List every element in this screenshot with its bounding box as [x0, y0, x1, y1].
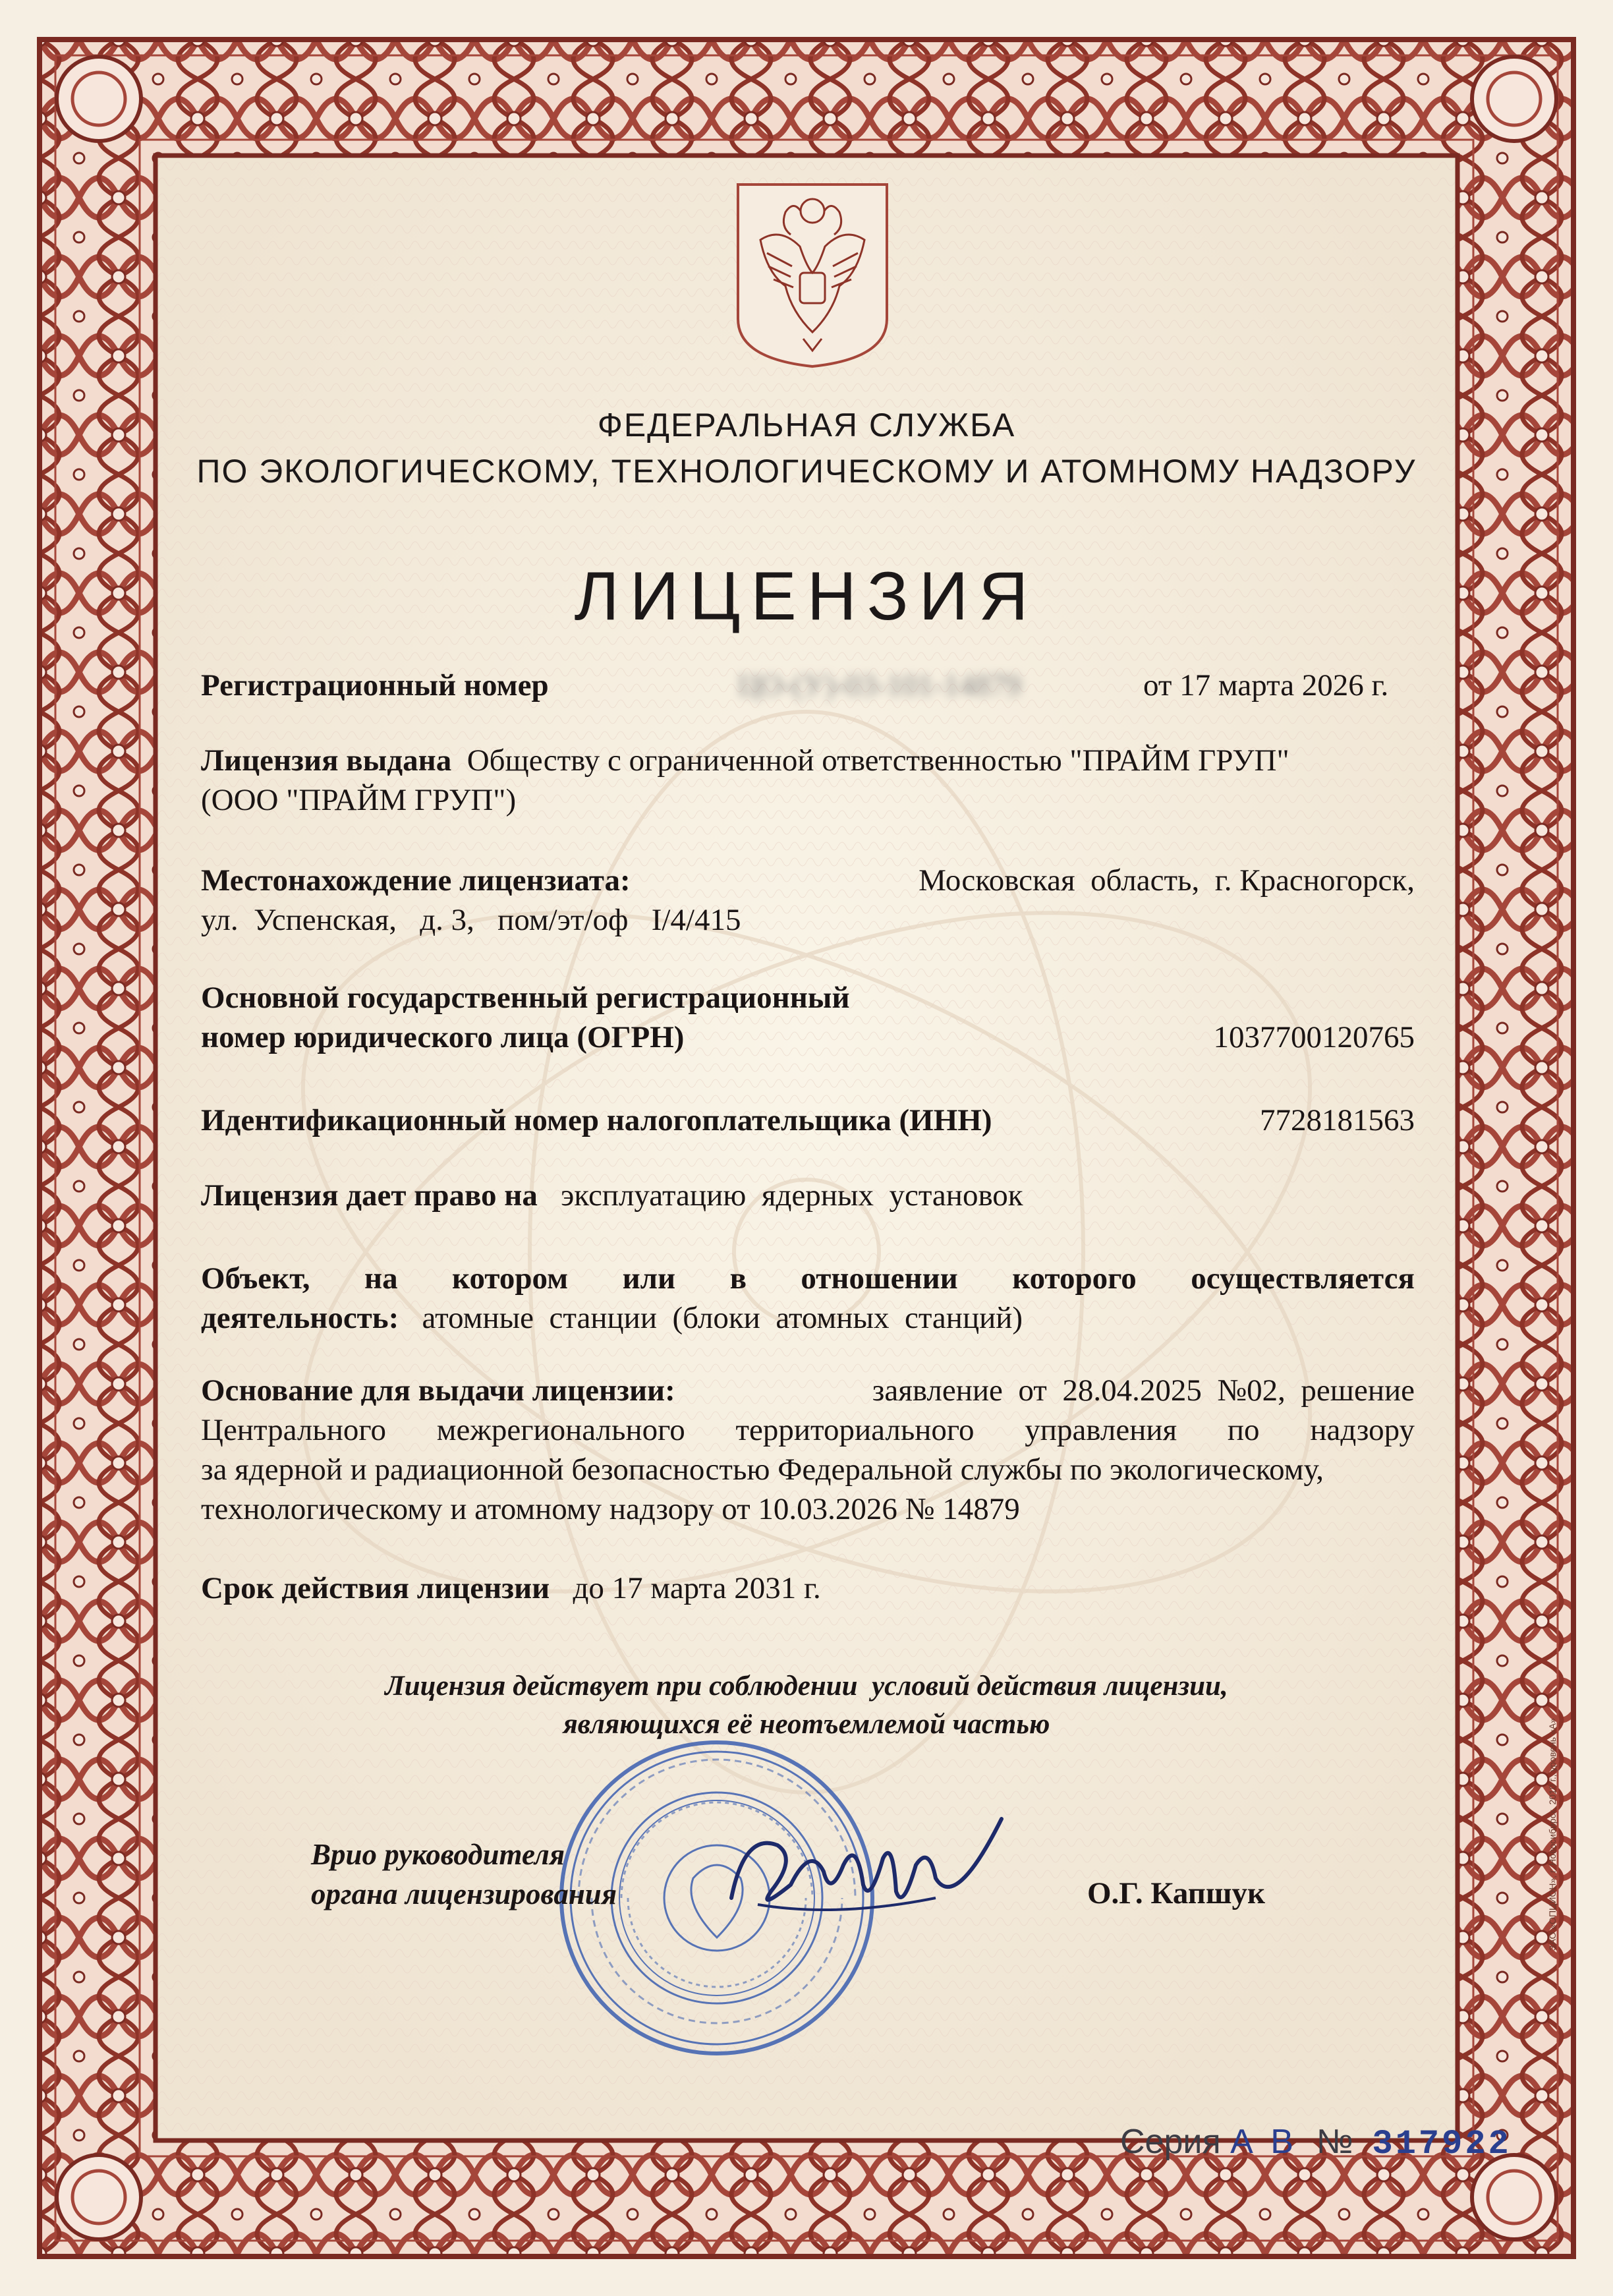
ogrn-label-line2: номер юридического лица (ОГРН) — [201, 1020, 685, 1054]
document-title: ЛИЦЕНЗИЯ — [574, 558, 1039, 635]
object-word: в — [729, 1261, 747, 1296]
object-label-line2: деятельность: — [201, 1301, 399, 1335]
form-series — [1120, 2122, 1512, 2164]
inn-value: 7728181563 — [1260, 1103, 1415, 1137]
location-label: Местонахождение лицензиата: — [201, 863, 631, 898]
term-value: до 17 марта 2031 г. — [573, 1571, 821, 1605]
object-word: или — [622, 1261, 676, 1296]
issued-to-section — [201, 741, 1415, 820]
license-right-label: Лицензия дает право на — [201, 1178, 538, 1213]
issued-label: Лицензия выдана — [201, 743, 452, 778]
agency-name-line1: ФЕДЕРАЛЬНАЯ СЛУЖБА — [597, 407, 1016, 444]
basis-word: Центрального — [201, 1413, 386, 1447]
signature-icon — [718, 1806, 1015, 1937]
signer-position-line1: Врио руководителя — [311, 1838, 565, 1871]
signer-position — [311, 1835, 617, 1914]
object-word: осуществляется — [1191, 1261, 1415, 1296]
signer-position-line2: органа лицензирования — [311, 1878, 617, 1910]
registration-date: от 17 марта 2026 г. — [1143, 668, 1389, 703]
location-city: Московская область, г. Красногорск, — [919, 863, 1415, 898]
agency-name-line2: ПО ЭКОЛОГИЧЕСКОМУ, ТЕХНОЛОГИЧЕСКОМУ И АТОМНОМУ НАДЗОРУ — [196, 453, 1417, 490]
ogrn-section — [201, 978, 1415, 1057]
object-word: Объект, — [201, 1261, 310, 1296]
object-word: отношении — [801, 1261, 958, 1296]
basis-word: территориального — [735, 1413, 975, 1447]
object-value: атомные станции (блоки атомных станций) — [422, 1301, 1023, 1335]
basis-application: заявление от 28.04.2025 №02, решение — [872, 1373, 1415, 1408]
basis-section — [201, 1371, 1415, 1529]
registration-label: Регистрационный номер — [201, 668, 549, 703]
series-number: 317922 — [1372, 2125, 1512, 2164]
series-letters: А В — [1230, 2123, 1297, 2161]
series-no-sign: № — [1316, 2123, 1353, 2161]
basis-line2 — [201, 1410, 1415, 1450]
basis-word: по — [1227, 1413, 1260, 1447]
basis-word: управления — [1025, 1413, 1177, 1447]
issued-company-full: Обществу с ограниченной ответственностью "ПРАЙМ ГРУП" — [467, 743, 1289, 778]
inn-section — [201, 1101, 1415, 1140]
basis-line4: технологическому и атомному надзору от 10.03.2026 № 14879 — [201, 1492, 1020, 1526]
location-address: ул. Успенская, д. 3, пом/эт/оф I/4/415 — [201, 903, 741, 937]
inn-label: Идентификационный номер налогоплательщика (ИНН) — [201, 1103, 992, 1137]
object-word: котором — [452, 1261, 569, 1296]
basis-label: Основание для выдачи лицензии: — [201, 1373, 675, 1408]
object-label-line1 — [201, 1259, 1415, 1298]
location-section — [201, 861, 1415, 940]
license-right-section — [201, 1176, 1415, 1215]
series-label: Серия — [1120, 2123, 1221, 2161]
object-word: которого — [1012, 1261, 1137, 1296]
basis-word: надзору — [1310, 1413, 1415, 1447]
coat-of-arms-icon — [734, 181, 891, 369]
ogrn-value: 1037700120765 — [1213, 1020, 1415, 1054]
registration-number: ЦО-(У)-03-101-14879 — [738, 668, 1021, 703]
basis-word: межрегионального — [436, 1413, 685, 1447]
term-label: Срок действия лицензии — [201, 1571, 550, 1605]
term-section — [201, 1568, 1415, 1608]
conditions-line2: являющихся её неотъемлемой частью — [563, 1709, 1050, 1740]
issued-company-short: (ООО "ПРАЙМ ГРУП") — [201, 783, 517, 817]
object-section — [201, 1259, 1415, 1338]
object-word: на — [364, 1261, 398, 1296]
conditions-line1: Лицензия действует при соблюдении условий действия лицензии, — [385, 1671, 1228, 1702]
license-right-value: эксплуатацию ядерных установок — [561, 1178, 1023, 1213]
basis-line1 — [201, 1371, 1415, 1410]
basis-line3: за ядерной и радиационной безопасностью Федеральной службы по экологическому, — [201, 1452, 1324, 1487]
printer-imprint: ЗАО «ОПЦИОН», г. Новосибирск, 2010 г., уровень «А» — [1547, 1718, 1558, 1951]
signer-name: О.Г. Капшук — [1087, 1876, 1266, 1910]
ogrn-label-line1: Основной государственный регистрационный — [201, 981, 850, 1015]
